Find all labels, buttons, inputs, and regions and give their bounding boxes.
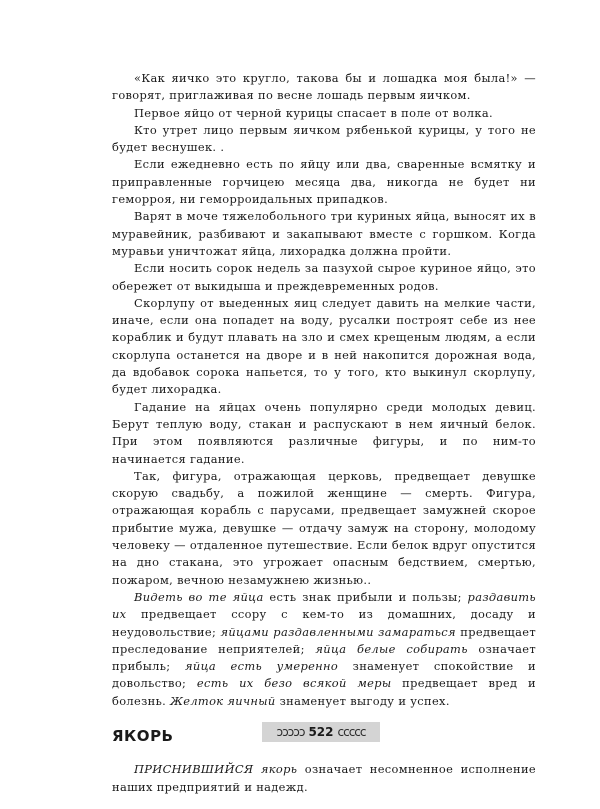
paragraph: Если ежедневно есть по яйцу или два, сваренные всмятку и приправленные горчицею месяца два, никогда не будет ни геморроя, ни геморроидальных припадков.	[112, 157, 536, 207]
italic-phrase: есть их безо всякой меры	[196, 676, 392, 691]
text-run: предвещает преследование неприятелей;	[112, 624, 536, 656]
paragraph: Гадание на яйцах очень популярно среди молодых девиц. Берут теплую воду, стакан и распускают в нем яичный белок. При этом появляются различные фигуры, и по ним-то начинается гадание.	[112, 399, 536, 466]
dream-interpretation-paragraph	[112, 589, 536, 710]
page-body	[112, 70, 536, 796]
italic-phrase: яйца белые собирать	[315, 641, 468, 656]
paragraph: Варят в моче тяжелобольного три куриных яйца, выносят их в муравейник, разбивают и закапывают вместе с горшком. Когда муравьи уничтожат яйца, лихорадка должна пройти.	[112, 209, 536, 258]
text-run: есть знак прибыли и пользы;	[263, 589, 468, 604]
text-run: знаменует спокойствие и довольство;	[112, 659, 536, 691]
section-paragraph	[112, 761, 536, 796]
paragraph: Так, фигура, отражающая церковь, предвещает девушке скорую свадьбу, а пожилой женщине — смерть. Фигура, отражающая корабль с парусами, предвещает замужней скорое прибытие мужа, девушке — отдачу замуж на сторону, молодому человеку — отдаленное путешествие. Если белок вдруг опустится на дно стакана, это угрожает опасным бедствием, смертью, пожаром, вечною незамужнею жизнью..	[112, 468, 536, 587]
page-footer	[262, 722, 380, 742]
text-run: знаменует выгоду и успех.	[275, 693, 450, 708]
text-run: означает прибыль;	[112, 641, 536, 674]
paragraph: Первое яйцо от черной курицы спасает в поле от волка.	[134, 105, 493, 120]
text-run: предвещает вред и болезнь.	[112, 676, 536, 708]
italic-phrase: ПРИСНИВШИЙСЯ якорь	[134, 762, 298, 777]
ornament-left-icon: ↄↄↄↄↄ	[276, 725, 305, 739]
italic-phrase: яйца есть умеренно	[185, 659, 339, 674]
text-run: предвещает ссору с кем-то из домашних, досаду и неудовольствие;	[112, 607, 536, 639]
page-number: 522	[308, 725, 334, 739]
paragraph: Скорлупу от выеденных яиц следует давить на мелкие части, иначе, если она попадет на воду, русалки построят себе из нее кораблик и будут плавать на зло и смех крещеным людям, а если скорлупа останется на дворе и в ней накопится дорожная вода, да вдобавок сорока напьется, то у того, кто выкинул скорлупу, будет лихорадка.	[112, 295, 536, 397]
paragraph: «Как яичко это кругло, такова бы и лошадка моя была!» — говорят, приглаживая по весне лошадь первым яичком.	[112, 71, 536, 103]
paragraph: Если носить сорок недель за пазухой сырое куриное яйцо, это обережет от выкидыша и преждевременных родов.	[112, 261, 536, 293]
italic-phrase: раздавить их	[112, 589, 536, 622]
ornament-right-icon: ccccc	[337, 725, 366, 739]
text-run: означает несомненное исполнение наших предприятий и надежд.	[112, 762, 536, 794]
paragraph: Кто утрет лицо первым яичком рябенькой курицы, у того не будет веснушек. .	[112, 122, 536, 155]
italic-phrase: яйцами раздавленными замараться	[220, 624, 456, 639]
italic-phrase: Желток яичный	[170, 693, 276, 708]
italic-phrase: Видеть во те яйца	[134, 589, 264, 604]
section-title: ЯКОРЬ	[112, 726, 174, 745]
